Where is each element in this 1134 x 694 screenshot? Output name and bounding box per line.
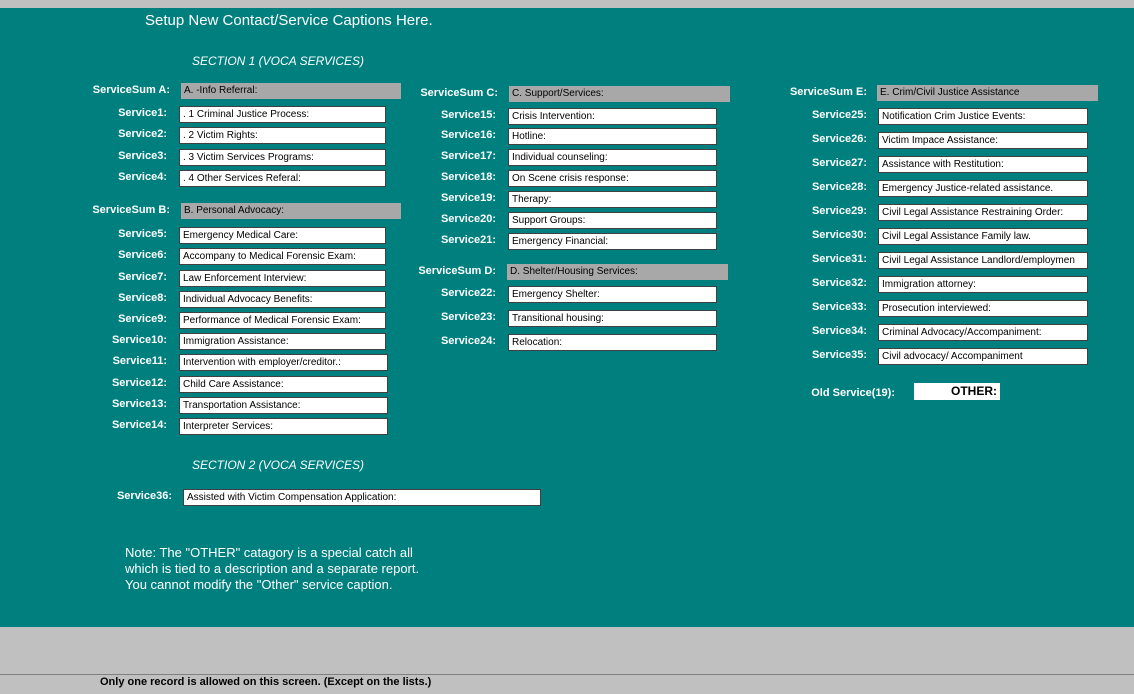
service8-label: Service8: [118, 292, 167, 304]
service26-field[interactable]: Victim Impace Assistance: [878, 132, 1088, 149]
service22-field[interactable]: Emergency Shelter: [508, 286, 717, 303]
service11-label: Service11: [112, 355, 167, 367]
service14-field[interactable]: Interpreter Services: [179, 418, 388, 435]
service6-field[interactable]: Accompany to Medical Forensic Exam: [179, 248, 386, 265]
service25-label: Service25: [811, 109, 867, 121]
servicesum-a-field[interactable]: A. -Info Referral: [181, 83, 401, 99]
service13-label: Service13: [111, 398, 167, 410]
service34-label: Service34: [811, 325, 867, 337]
status-divider [0, 674, 1134, 675]
service11-field[interactable]: Intervention with employer/creditor.: [179, 354, 388, 371]
service24-label: Service24: [440, 335, 496, 347]
old-service-label: Old Service(19): [811, 387, 895, 399]
service9-field[interactable]: Performance of Medical Forensic Exam: [179, 312, 386, 329]
servicesum-a-label: ServiceSum A: [92, 84, 170, 96]
service21-field[interactable]: Emergency Financial: [508, 233, 717, 250]
service7-label: Service7: [118, 271, 167, 283]
other-category-note [125, 545, 419, 593]
service31-label: Service31: [811, 253, 867, 265]
service5-label: Service5: [118, 228, 167, 240]
service1-field[interactable]: . 1 Criminal Justice Process: [179, 106, 386, 123]
service23-label: Service23: [440, 311, 496, 323]
service17-label: Service17: [440, 150, 496, 162]
service25-field[interactable]: Notification Crim Justice Events: [878, 108, 1088, 125]
servicesum-d-field[interactable]: D. Shelter/Housing Services: [507, 264, 728, 280]
service15-label: Service15: [440, 109, 496, 121]
note-line-1: Note: The "OTHER" catagory is a special catch all [125, 545, 413, 560]
service4-label: Service4: [118, 171, 167, 183]
section-1-heading: SECTION 1 (VOCA SERVICES) [192, 54, 365, 68]
service35-label: Service35: [811, 349, 867, 361]
service12-field[interactable]: Child Care Assistance: [179, 376, 388, 393]
service29-label: Service29: [811, 205, 867, 217]
service10-label: Service10: [111, 334, 167, 346]
service18-label: Service18: [440, 171, 496, 183]
page-title: Setup New Contact/Service Captions Here. [145, 12, 433, 29]
service7-field[interactable]: Law Enforcement Interview: [179, 270, 386, 287]
servicesum-b-field[interactable]: B. Personal Advocacy: [181, 203, 401, 219]
service13-field[interactable]: Transportation Assistance: [179, 397, 388, 414]
service27-label: Service27: [811, 157, 867, 169]
servicesum-c-label: ServiceSum C: [420, 87, 498, 99]
service31-field[interactable]: Civil Legal Assistance Landlord/employmen [878, 252, 1088, 269]
servicesum-e-label: ServiceSum E: [789, 86, 867, 98]
service5-field[interactable]: Emergency Medical Care: [179, 227, 386, 244]
service28-label: Service28: [811, 181, 867, 193]
service27-field[interactable]: Assistance with Restitution: [878, 156, 1088, 173]
service16-label: Service16: [440, 129, 496, 141]
service4-field[interactable]: . 4 Other Services Referal: [179, 170, 386, 187]
service22-label: Service22: [440, 287, 496, 299]
service2-field[interactable]: . 2 Victim Rights: [179, 127, 386, 144]
service23-field[interactable]: Transitional housing: [508, 310, 717, 327]
service33-label: Service33: [811, 301, 867, 313]
service17-field[interactable]: Individual counseling: [508, 149, 717, 166]
service20-field[interactable]: Support Groups: [508, 212, 717, 229]
service16-field[interactable]: Hotline: [508, 128, 717, 145]
service30-label: Service30: [811, 229, 867, 241]
service35-field[interactable]: Civil advocacy/ Accompaniment [878, 348, 1088, 365]
service34-field[interactable]: Criminal Advocacy/Accompaniment: [878, 324, 1088, 341]
service2-label: Service2: [118, 128, 167, 140]
service30-field[interactable]: Civil Legal Assistance Family law. [878, 228, 1088, 245]
service21-label: Service21: [440, 234, 496, 246]
servicesum-e-field[interactable]: E. Crim/Civil Justice Assistance [877, 85, 1098, 101]
servicesum-c-field[interactable]: C. Support/Services: [509, 86, 730, 102]
note-line-3: You cannot modify the "Other" service caption. [125, 577, 393, 592]
servicesum-d-label: ServiceSum D: [418, 265, 496, 277]
service3-label: Service3: [118, 150, 167, 162]
service15-field[interactable]: Crisis Intervention: [508, 108, 717, 125]
service12-label: Service12: [111, 377, 167, 389]
service10-field[interactable]: Immigration Assistance: [179, 333, 386, 350]
status-bar-text: Only one record is allowed on this screen. (Except on the lists.) [100, 676, 432, 688]
service19-label: Service19: [440, 192, 496, 204]
service14-label: Service14: [111, 419, 167, 431]
service36-label: Service36: [116, 490, 172, 502]
top-strip [0, 0, 1134, 8]
service19-field[interactable]: Therapy: [508, 191, 717, 208]
service18-field[interactable]: On Scene crisis response: [508, 170, 717, 187]
service1-label: Service1: [118, 107, 167, 119]
service36-field[interactable]: Assisted with Victim Compensation Application: [183, 489, 541, 506]
service32-field[interactable]: Immigration attorney: [878, 276, 1088, 293]
service29-field[interactable]: Civil Legal Assistance Restraining Order: [878, 204, 1088, 221]
service3-field[interactable]: . 3 Victim Services Programs: [179, 149, 386, 166]
section-2-heading: SECTION 2 (VOCA SERVICES) [192, 458, 365, 472]
service9-label: Service9: [118, 313, 167, 325]
service26-label: Service26: [811, 133, 867, 145]
old-service-other-field: OTHER: [914, 383, 1000, 400]
service33-field[interactable]: Prosecution interviewed: [878, 300, 1088, 317]
servicesum-b-label: ServiceSum B: [92, 204, 170, 216]
service6-label: Service6: [118, 249, 167, 261]
service20-label: Service20: [440, 213, 496, 225]
service8-field[interactable]: Individual Advocacy Benefits: [179, 291, 386, 308]
note-line-2: which is tied to a description and a separate report. [125, 561, 420, 576]
service28-field[interactable]: Emergency Justice-related assistance. [878, 180, 1088, 197]
service32-label: Service32: [811, 277, 867, 289]
service24-field[interactable]: Relocation: [508, 334, 717, 351]
